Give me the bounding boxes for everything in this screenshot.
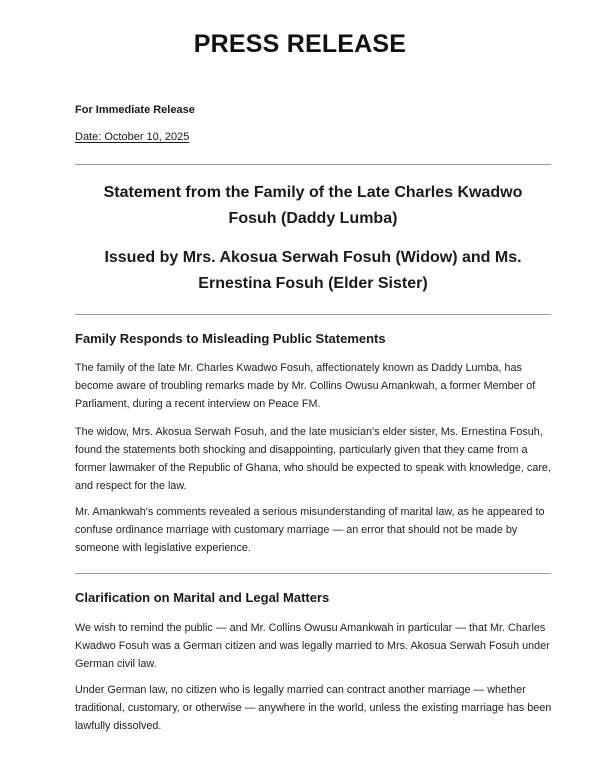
statement-title: Statement from the Family of the Late Charles Kwadwo Fosuh (Daddy Lumba) (103, 184, 523, 227)
section-heading-clarification: Clarification on Marital and Legal Matters (75, 590, 330, 605)
release-status: For Immediate Release (75, 104, 195, 116)
divider (75, 573, 551, 574)
paragraph: The family of the late Mr. Charles Kwadwo Fosuh, affectionately known as Daddy Lumba, has become aware of troubling remarks made by Mr. Collins Owusu Amankwah, a former Member of Parliament, during a recent interview on Peace FM. (75, 362, 536, 410)
page-title: PRESS RELEASE (193, 30, 407, 58)
paragraph: Mr. Amankwah's comments revealed a serious misunderstanding of marital law, as he appeared to confuse ordinance marriage with customary marriage — an error that should not be made by someone with legislative experience. (75, 506, 545, 554)
release-date: Date: October 10, 2025 (75, 131, 190, 143)
section-heading-family-responds: Family Responds to Misleading Public Statements (75, 331, 386, 346)
statement-issuers: Issued by Mrs. Akosua Serwah Fosuh (Widow) and Ms. Ernestina Fosuh (Elder Sister) (104, 249, 522, 292)
divider (75, 164, 551, 165)
paragraph: We wish to remind the public — and Mr. Collins Owusu Amankwah in particular — that Mr. Charles Kwadwo Fosuh was a German citizen and was legally married to Mrs. Akosua Serwah Fosuh under German civil law. (75, 622, 550, 670)
paragraph: The widow, Mrs. Akosua Serwah Fosuh, and the late musician's elder sister, Ms. Ernestina Fosuh, found the statements both shocking and disappointing, particularly given that they came from a former lawmaker of the Republic of Ghana, who should be expected to speak with knowledge, care, and respect for the law. (75, 426, 551, 492)
divider (75, 314, 551, 315)
paragraph: Under German law, no citizen who is legally married can contract another marriage — whether traditional, customary, or otherwise — anywhere in the world, unless the existing marriage has been lawfully dissolved. (75, 684, 552, 732)
